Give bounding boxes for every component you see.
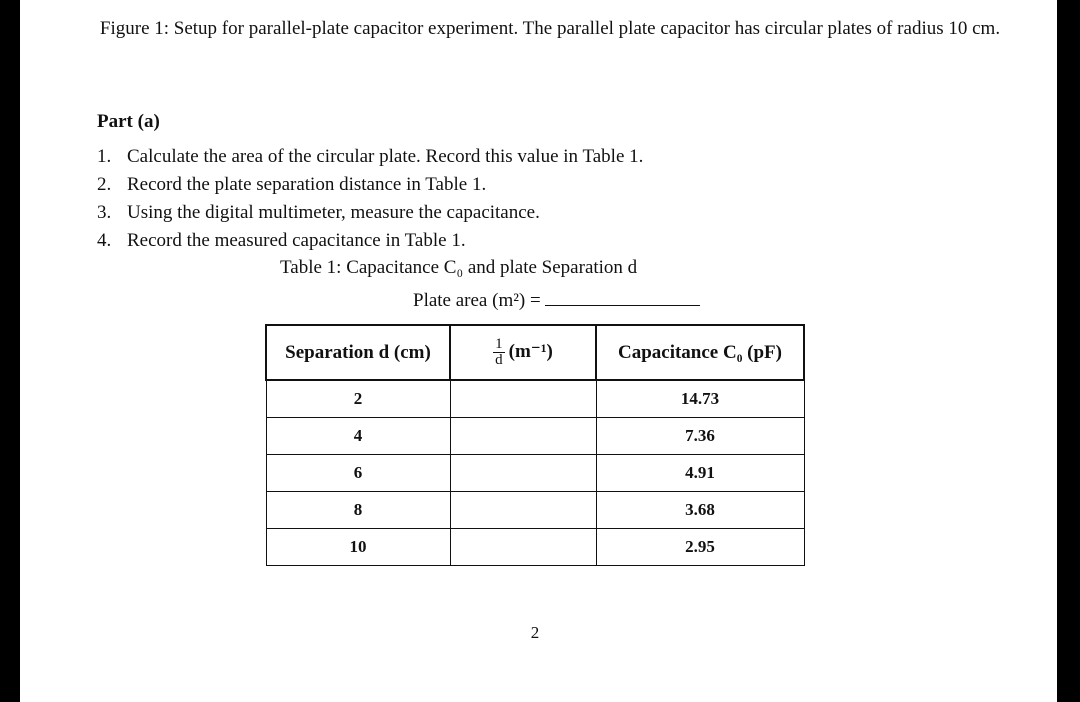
instruction-list <box>97 145 643 257</box>
cell-inverse <box>450 492 596 529</box>
step-text: Record the measured capacitance in Table 1. <box>127 230 466 251</box>
fraction <box>493 337 505 368</box>
part-heading: Part (a) <box>97 111 160 132</box>
cell-separation: 6 <box>266 455 450 492</box>
step-number: 2. <box>97 174 112 195</box>
plate-area-field <box>413 290 700 312</box>
table-row <box>266 455 804 492</box>
step-text: Calculate the area of the circular plate. Record this value in Table 1. <box>127 146 644 167</box>
cell-capacitance: 14.73 <box>596 380 804 418</box>
table-row <box>266 529 804 566</box>
cell-capacitance: 4.91 <box>596 455 804 492</box>
cell-separation: 10 <box>266 529 450 566</box>
step-number: 4. <box>97 230 112 251</box>
capacitance-table <box>265 324 805 566</box>
figure-caption: Figure 1: Setup for parallel-plate capacitor experiment. The parallel plate capacitor has circular plates of radius 10 cm. <box>99 18 1001 39</box>
cell-separation: 2 <box>266 380 450 418</box>
cell-separation: 8 <box>266 492 450 529</box>
cell-inverse <box>450 418 596 455</box>
list-item <box>97 173 643 201</box>
header-separation: Separation d (cm) <box>266 325 450 380</box>
plate-area-label: Plate area (m²) = <box>413 290 541 311</box>
cell-inverse <box>450 380 596 418</box>
list-item <box>97 229 643 257</box>
list-item <box>97 201 643 229</box>
table-row <box>266 380 804 418</box>
fraction-numerator: 1 <box>495 336 503 352</box>
fraction-denominator: d <box>495 352 503 368</box>
plate-area-blank <box>545 291 700 306</box>
cell-inverse <box>450 455 596 492</box>
cell-capacitance: 3.68 <box>596 492 804 529</box>
cell-inverse <box>450 529 596 566</box>
table-row <box>266 418 804 455</box>
page-number: 2 <box>530 623 540 642</box>
step-text: Using the digital multimeter, measure the capacitance. <box>127 202 540 223</box>
table-header-row <box>266 325 804 380</box>
header-capacitance: Capacitance C₀ (pF) <box>596 325 804 380</box>
document-page <box>20 0 1057 702</box>
cell-capacitance: 7.36 <box>596 418 804 455</box>
step-text: Record the plate separation distance in Table 1. <box>127 174 487 195</box>
step-number: 1. <box>97 146 112 167</box>
cell-capacitance: 2.95 <box>596 529 804 566</box>
inverse-unit: (m⁻¹) <box>508 340 553 362</box>
table-row <box>266 492 804 529</box>
list-item <box>97 145 643 173</box>
header-inverse-distance <box>450 325 596 380</box>
table-title: Table 1: Capacitance C₀ and plate Separation d <box>280 257 638 278</box>
step-number: 3. <box>97 202 112 223</box>
cell-separation: 4 <box>266 418 450 455</box>
